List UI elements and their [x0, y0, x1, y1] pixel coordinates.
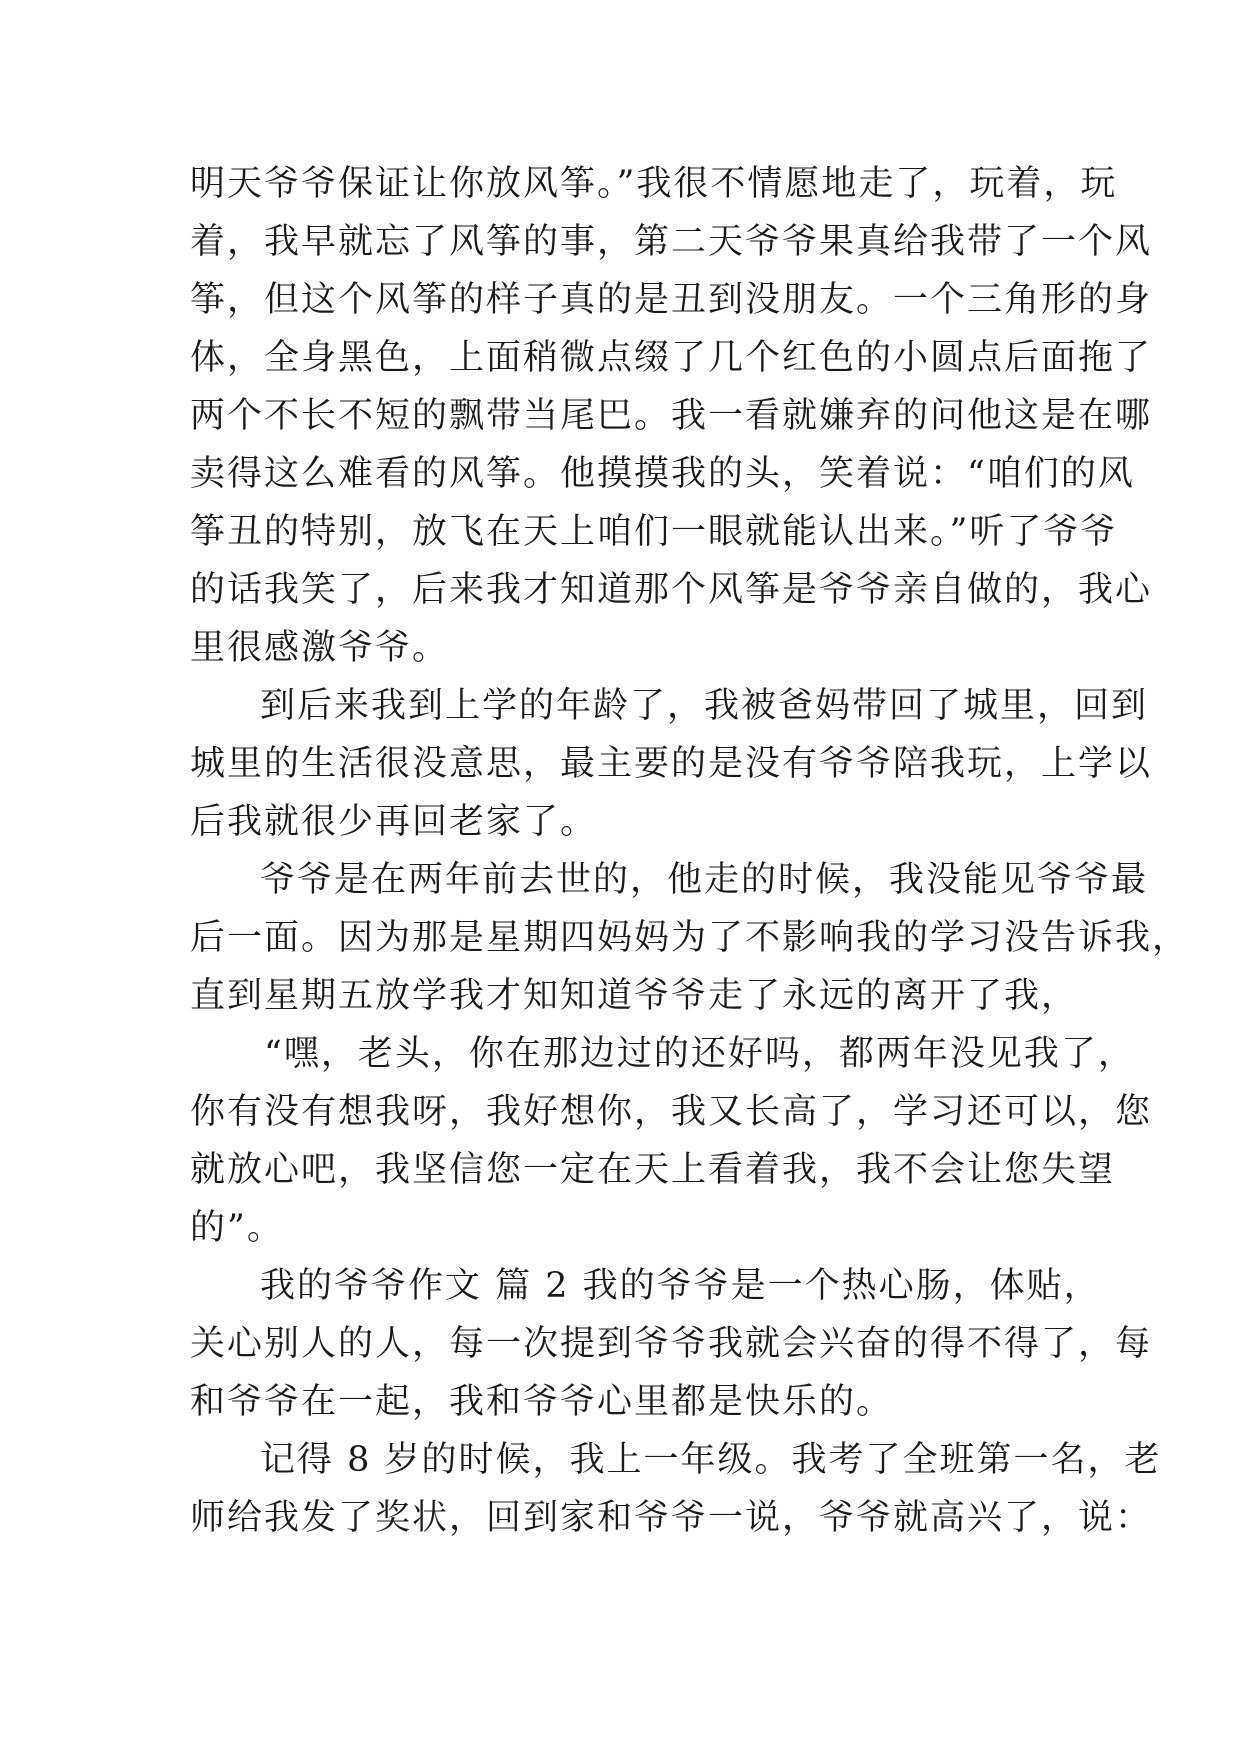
text-line: 关心别人的人，每一次提到爷爷我就会兴奋的得不得了，每: [190, 1324, 1153, 1364]
text-line: 直到星期五放学我才知知道爷爷走了永远的离开了我，: [190, 976, 1079, 1016]
text-line: 你有没有想我呀，我好想你，我又长高了，学习还可以，您: [190, 1092, 1153, 1132]
text-line: 城里的生活很没意思，最主要的是没有爷爷陪我玩，上学以: [190, 744, 1153, 784]
text-line: 后我就很少再回老家了。: [190, 802, 598, 842]
text-line: 记得 8 岁的时候，我上一年级。我考了全班第一名，老: [260, 1440, 1162, 1480]
text-line: 爷爷是在两年前去世的，他走的时候，我没能见爷爷最: [260, 860, 1149, 900]
section-heading-line: 我的爷爷作文 篇 2 我的爷爷是一个热心肠，体贴，: [260, 1266, 1101, 1306]
text-line: 就放心吧，我坚信您一定在天上看着我，我不会让您失望: [190, 1150, 1116, 1190]
text-line: 师给我发了奖状，回到家和爷爷一说，爷爷就高兴了，说：: [190, 1498, 1153, 1538]
text-line: 体，全身黑色，上面稍微点缀了几个红色的小圆点后面拖了: [190, 338, 1153, 378]
text-line: 的”。: [190, 1208, 284, 1248]
text-line: 两个不长不短的飘带当尾巴。我一看就嫌弃的问他这是在哪: [190, 396, 1153, 436]
text-line: 后一面。因为那是星期四妈妈为了不影响我的学习没告诉我，: [190, 918, 1190, 958]
text-line: 筝，但这个风筝的样子真的是丑到没朋友。一个三角形的身: [190, 280, 1153, 320]
text-line: 卖得这么难看的风筝。他摸摸我的头，笑着说：“咱们的风: [190, 454, 1135, 494]
text-line: 明天爷爷保证让你放风筝。”我很不情愿地走了，玩着，玩: [190, 164, 1118, 204]
text-line: 着，我早就忘了风筝的事，第二天爷爷果真给我带了一个风: [190, 222, 1153, 262]
text-line: 筝丑的特别，放飞在天上咱们一眼就能认出来。”听了爷爷: [190, 512, 1118, 552]
text-line: 里很感激爷爷。: [190, 628, 450, 668]
text-line: 到后来我到上学的年龄了，我被爸妈带回了城里，回到: [260, 686, 1149, 726]
text-line: 和爷爷在一起，我和爷爷心里都是快乐的。: [190, 1382, 894, 1422]
text-line: 的话我笑了，后来我才知道那个风筝是爷爷亲自做的，我心: [190, 570, 1153, 610]
text-line: “嘿，老头，你在那边过的还好吗，都两年没见我了，: [264, 1034, 1135, 1074]
